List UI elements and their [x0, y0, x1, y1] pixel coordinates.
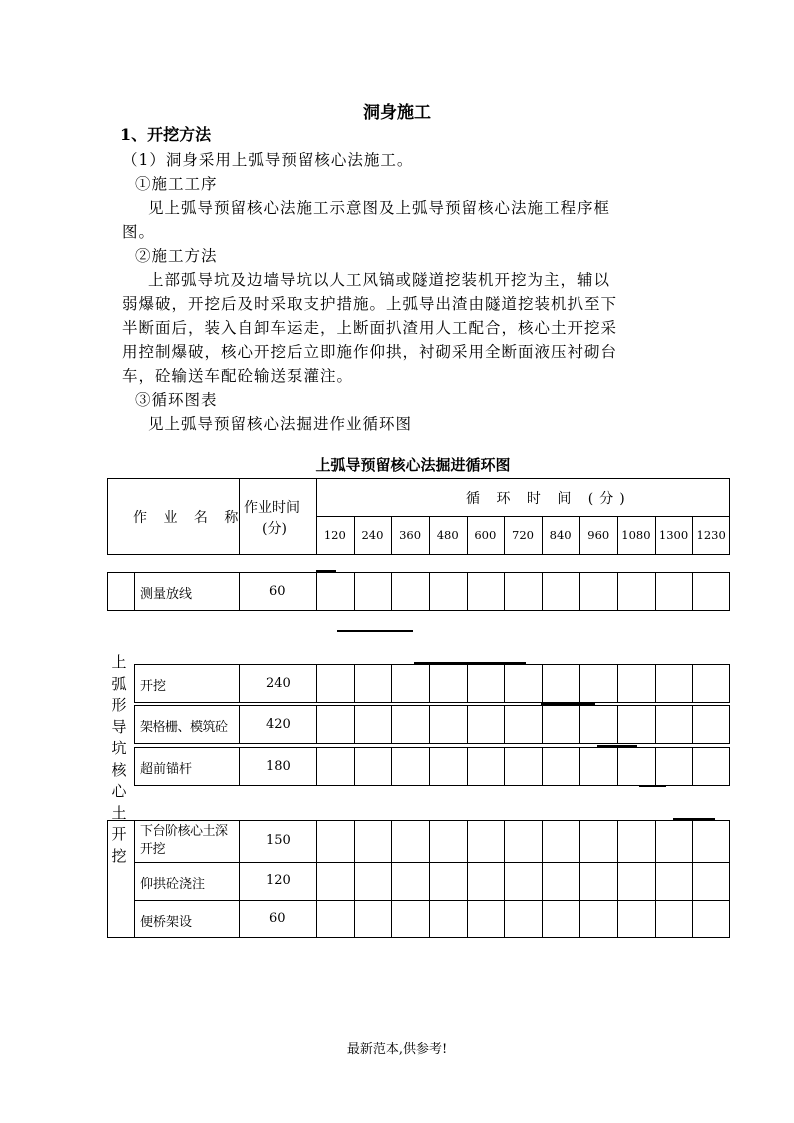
task-name: 下台阶核心土深开挖: [140, 824, 228, 857]
header-task-name: 作 业 名 称: [133, 510, 245, 526]
tick-label: 360: [399, 528, 422, 542]
header-time-line1: 作业时间: [244, 500, 300, 516]
gantt-bar: [541, 703, 595, 705]
paragraph-line: 图。: [122, 223, 156, 241]
gantt-bar: [597, 745, 637, 747]
tick-label: 480: [436, 528, 459, 542]
gantt-bar: [639, 785, 666, 787]
task-name: 仰拱砼浇注: [140, 877, 206, 892]
tick-label: 1080: [621, 528, 651, 542]
task-name: 便桥架设: [140, 915, 193, 930]
paragraph-line: 弱爆破，开挖后及时采取支护措施。上弧导出渣由隧道挖装机扒至下: [122, 295, 618, 313]
group-label: 上弧形导坑核心土开挖: [111, 653, 127, 865]
task-name: 架格栅、模筑砼: [140, 720, 228, 735]
tick-label: 720: [512, 528, 534, 542]
task-name: 超前锚杆: [140, 762, 193, 777]
section-heading: 1、开挖方法: [120, 125, 212, 144]
paragraph-line: 上部弧导坑及边墙导坑以人工风镐或隧道挖装机开挖为主，辅以: [148, 271, 611, 289]
paragraph-line: 车，砼输送车配砼输送泵灌注。: [122, 367, 354, 385]
paragraph: （1）洞身采用上弧导预留核心法施工。: [122, 151, 414, 169]
item-heading: ②施工方法: [135, 247, 218, 265]
table-row: [134, 747, 730, 786]
tick-label: 840: [549, 528, 572, 542]
paragraph-line: 用控制爆破，核心开挖后立即施作仰拱，衬砌采用全断面液压衬砌台: [122, 343, 618, 361]
item-heading: ③循环图表: [135, 391, 218, 409]
table-row: [107, 572, 730, 611]
task-time: 60: [269, 584, 286, 599]
tick-label: 960: [587, 528, 610, 542]
header-time-line2: (分): [262, 521, 287, 537]
paragraph-line: 半断面后，装入自卸车运走，上断面扒渣用人工配合，核心土开挖采: [122, 319, 618, 337]
tick-label: 120: [323, 528, 346, 542]
task-time: 420: [266, 717, 291, 732]
gantt-bar: [673, 818, 715, 820]
tick-label: 600: [474, 528, 497, 542]
footer-note: 最新范本,供参考!: [346, 1042, 448, 1057]
task-time: 60: [269, 911, 286, 926]
tick-label: 1230: [696, 528, 726, 542]
task-name: 测量放线: [140, 587, 193, 602]
tick-label: 1300: [658, 528, 689, 542]
paragraph-line: 见上弧导预留核心法施工示意图及上弧导预留核心法施工程序框: [148, 199, 611, 217]
table-row: [134, 664, 730, 703]
paragraph-line: 见上弧导预留核心法掘进作业循环图: [148, 415, 413, 433]
task-name: 开挖: [140, 679, 167, 694]
gantt-bar: [337, 630, 413, 632]
task-time: 240: [266, 676, 291, 691]
page-title: 洞身施工: [363, 103, 431, 123]
tick-label: 240: [361, 528, 384, 542]
gantt-bar: [316, 570, 336, 572]
item-heading: ①施工工序: [135, 175, 218, 193]
table-title: 上弧导预留核心法掘进循环图: [315, 456, 511, 474]
header-cycle: 循 环 时 间 (分): [466, 491, 631, 507]
gantt-bar: [414, 662, 526, 664]
task-time: 180: [266, 759, 291, 774]
task-time: 120: [266, 873, 291, 888]
task-time: 150: [266, 833, 291, 848]
